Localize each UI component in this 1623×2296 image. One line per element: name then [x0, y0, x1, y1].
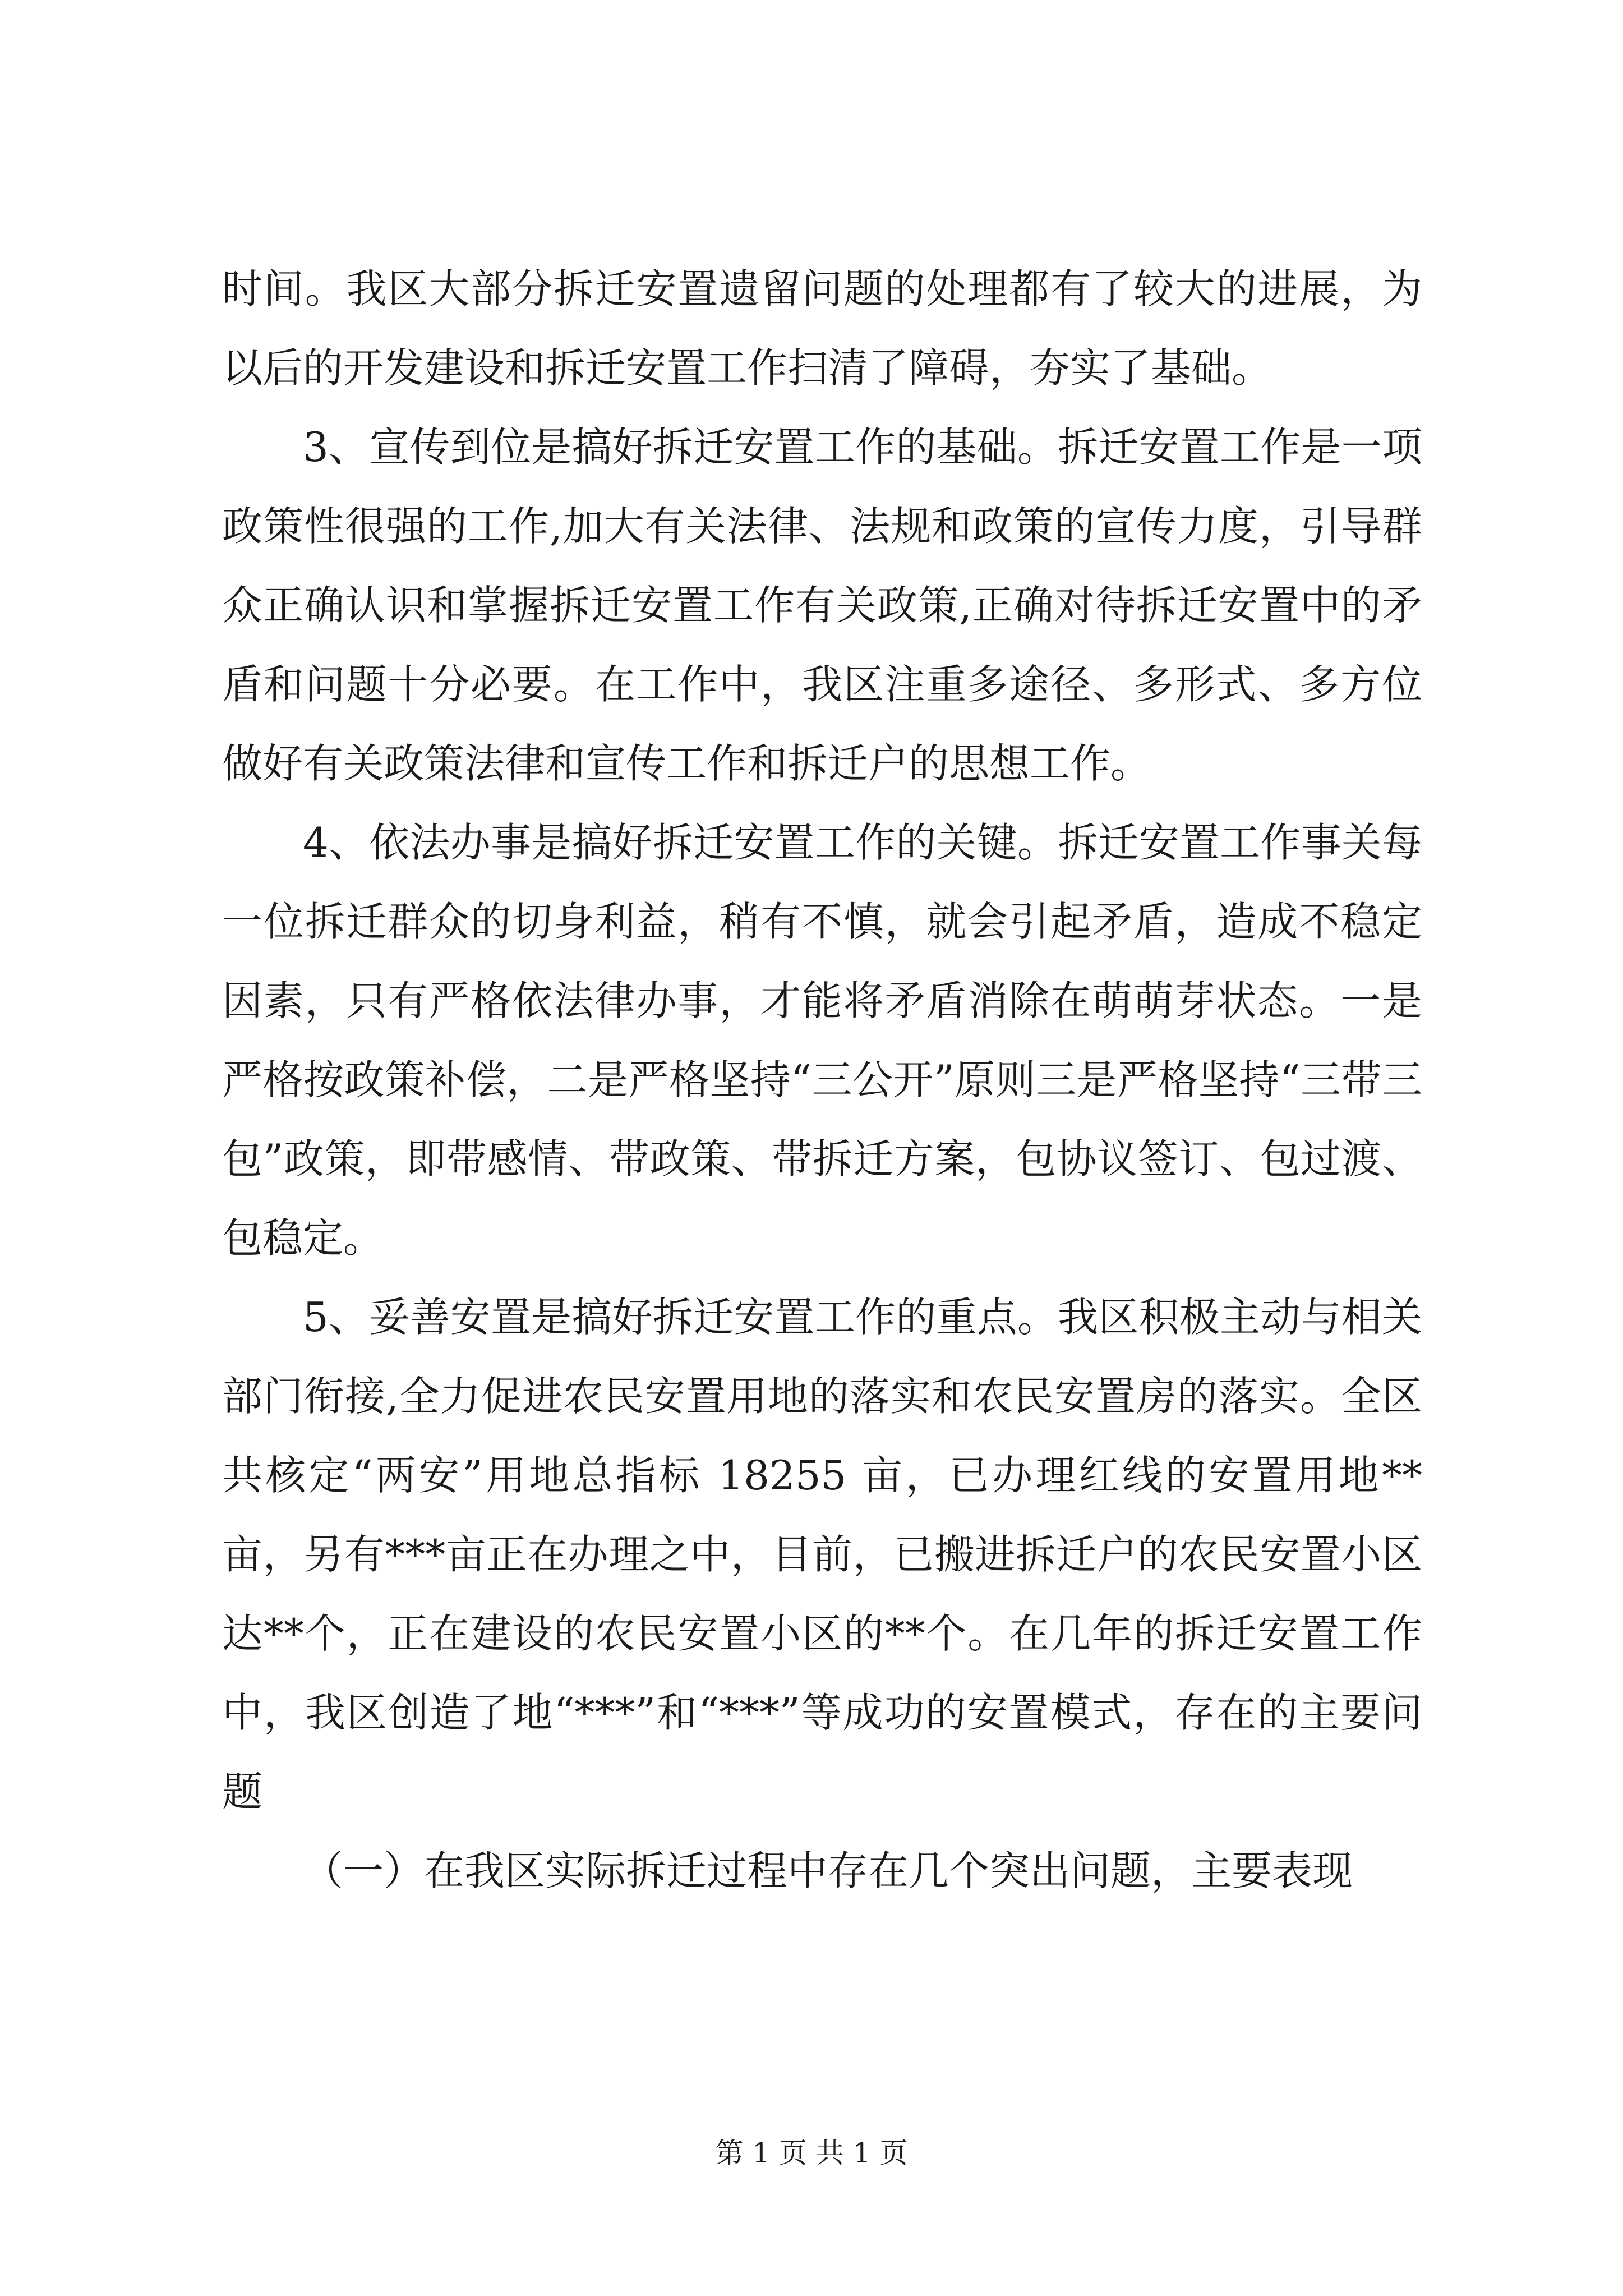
paragraph-point-4: 4、依法办事是搞好拆迁安置工作的关键。拆迁安置工作事关每一位拆迁群众的切身利益，稍有不慎，就会引起矛盾，造成不稳定因素，只有严格依法律办事，才能将矛盾消除在萌萌芽状态。一是严格按政策补偿，二是严格坚持“三公开”原则三是严格坚持“三带三包”政策，即带感情、带政策、带拆迁方案，包协议签订、包过渡、包稳定。: [222, 819, 1422, 1262]
paragraph-point-3: 3、宣传到位是搞好拆迁安置工作的基础。拆迁安置工作是一项政策性很强的工作,加大有关法律、法规和政策的宣传力度，引导群众正确认识和掌握拆迁安置工作有关政策,正确对待拆迁安置中的矛盾和问题十分必要。在工作中，我区注重多途径、多形式、多方位做好有关政策法律和宣传工作和拆迁户的思想工作。: [222, 424, 1422, 787]
page-footer: [0, 2136, 1623, 2170]
paragraph-continuation: 时间。我区大部分拆迁安置遗留问题的处理都有了较大的进展，为以后的开发建设和拆迁安置工作扫清了障碍，夯实了基础。: [222, 265, 1422, 392]
paragraph-point-5: 5、妥善安置是搞好拆迁安置工作的重点。我区积极主动与相关部门衔接,全力促进农民安置用地的落实和农民安置房的落实。全区共核定“两安”用地总指标 18255 亩，已办理红线的安置用地**亩，另有***亩正在办理之中，目前，已搬进拆迁户的农民安置小区达**个，正在建设的农民安置小区的**个。在几年的拆迁安置工作中，我区创造了地“***”和“***”等成功的安置模式，存在的主要问题: [222, 1294, 1422, 1815]
document-body: [222, 250, 1422, 1911]
paragraph-section-1: （一）在我区实际拆迁过程中存在几个突出问题，主要表现: [303, 1847, 1353, 1894]
page-number-label: 第 1 页 共 1 页: [715, 2137, 908, 2169]
